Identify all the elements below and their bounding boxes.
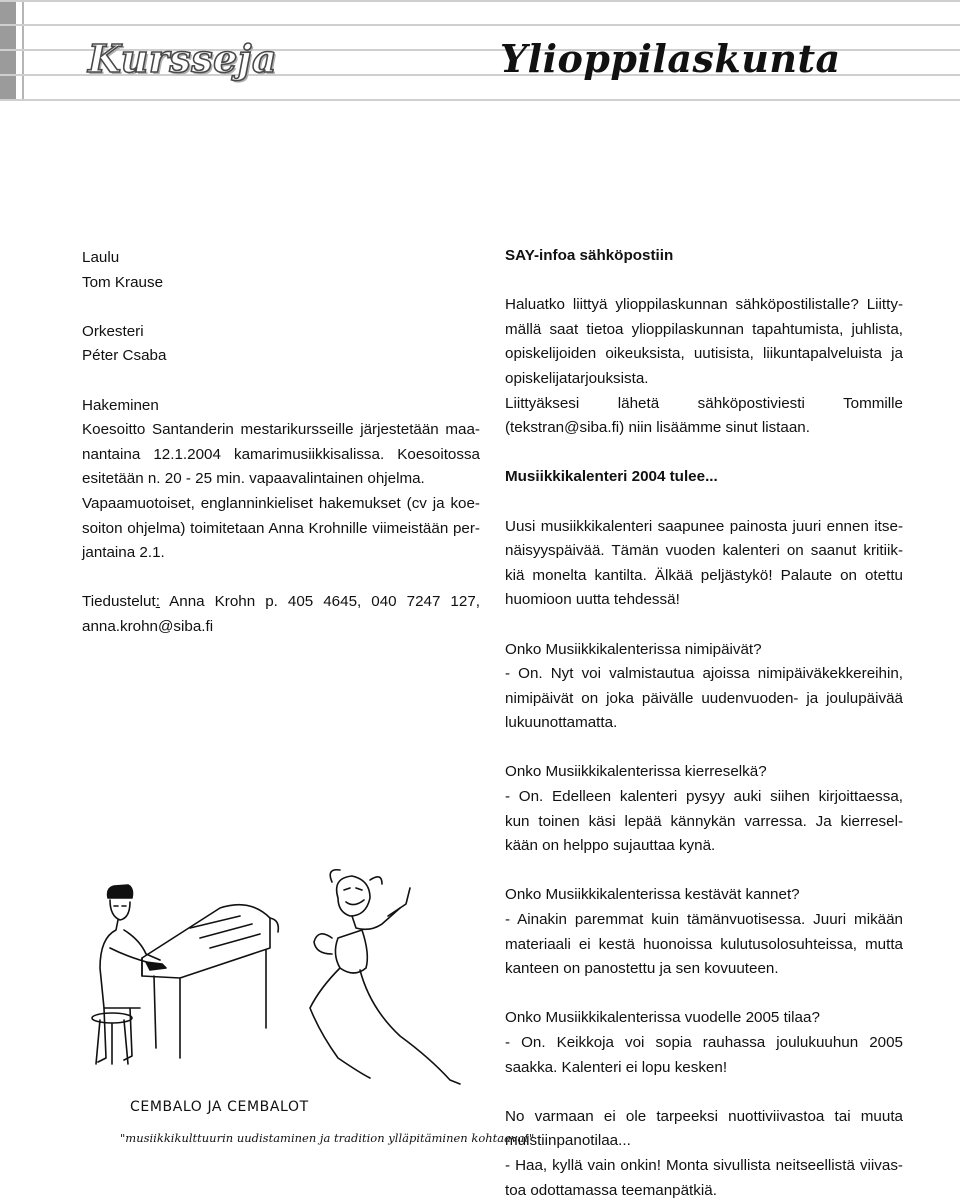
harpsichordist-figure <box>92 885 160 1064</box>
text-line: Haluatko liittyä ylioppilaskunnan sähköpostilistalle? Liitty- <box>505 296 903 314</box>
text-line: lukuunottamatta. <box>505 714 618 732</box>
right-column <box>505 244 903 1203</box>
staff-line <box>0 99 960 101</box>
text-line: materiaali ei kestä huonoissa kulutusolosuhteissa, mutta <box>505 935 903 953</box>
text-line: nantaina 12.1.2004 kamarimusiikkisalissa. Koesoitossa <box>82 445 480 463</box>
text-line: Vapaamuotoiset, englanninkieliset hakemukset (cv ja koe- <box>82 494 480 512</box>
text-line: kään on helppo sujauttaa kynä. <box>505 837 716 855</box>
section-title-kursseja: Kursseja <box>88 36 278 81</box>
text-line: Liittyäksesi lähetä sähköpostiviesti Tommille <box>505 394 903 412</box>
say-heading: SAY-infoa sähköpostiin <box>505 247 674 264</box>
tiedustelut-label: Tiedustelut <box>82 593 156 611</box>
text-line: - Haa, kyllä vain onkin! Monta sivullista neitseellistä viivas- <box>505 1156 903 1174</box>
text-line: kanteen on panostettu ja sen kovuuteen. <box>505 960 779 978</box>
faq-question: Onko Musiikkikalenterissa kierreselkä? <box>505 763 767 781</box>
illustration-caption-quote: "musiikkikulttuurin uudistaminen ja tradition ylläpitäminen kohtaavat" <box>120 1131 535 1145</box>
text-line: opiskelijatarjouksista. <box>505 369 649 387</box>
text-line: Koesoitto Santanderin mestarikursseille järjestetään maa- <box>82 421 480 439</box>
text-line: No varmaan ei ole tarpeeksi nuottiviivastoa tai muuta <box>505 1107 903 1125</box>
text-line: jantaina 2.1. <box>82 544 165 562</box>
text-line: soiton ohjelma) toimitetaan Anna Krohnille viimeistään per- <box>82 519 480 537</box>
text-line: näisyyspäivää. Tämän vuoden kalenteri on saanut kritiik- <box>505 542 903 560</box>
left-column <box>82 246 480 640</box>
text-line: - On. Edelleen kalenteri pysyy auki siihen kirjoittaessa, <box>505 788 903 806</box>
text-line: huomioon uutta tehdessä! <box>505 591 680 609</box>
contact-email: anna.krohn@siba.fi <box>82 617 214 635</box>
staff-line <box>0 24 960 26</box>
section-title-ylioppilaskunta: Ylioppilaskunta <box>500 36 841 81</box>
staff-line <box>0 0 960 2</box>
jumping-musician-figure <box>310 870 460 1084</box>
text-line: toa odottamassa teemanpätkiä. <box>505 1181 717 1199</box>
text-line: - On. Keikkoja voi sopia rauhassa joulukuuhun 2005 <box>505 1034 903 1051</box>
orkesteri-teacher: Péter Csaba <box>82 347 167 365</box>
text-line: esitetään n. 20 - 25 min. vapaavalintainen ohjelma. <box>82 470 425 488</box>
text-line: kun toinen käsi lepää kännykän varressa. Ja kierresel- <box>505 812 903 830</box>
text-line: Uusi musiikkikalenteri saapunee painosta juuri ennen itse- <box>505 517 903 535</box>
text-line: nimipäivät on joka päivälle uudenvuoden- ja joulupäivää <box>505 689 903 707</box>
hakeminen-label: Hakeminen <box>82 396 159 414</box>
text-line: muistiinpanotilaa... <box>505 1132 631 1150</box>
text-line: saakka. Kalenteri ei lopu kesken! <box>505 1058 728 1076</box>
text-line: mällä saat tietoa ylioppilaskunnan tapahtumista, juhlista, <box>505 320 903 338</box>
tiedustelut-contact: Anna Krohn p. 405 4645, 040 7247 127, <box>159 593 480 611</box>
orkesteri-label: Orkesteri <box>82 322 144 340</box>
illustration-caption-title: CEMBALO JA CEMBALOT <box>130 1099 309 1115</box>
cembalo-illustration <box>70 858 490 1098</box>
tiedustelut-colon: : <box>155 593 160 611</box>
text-line: opiskelijoiden oikeuksista, uutisista, liikuntapalveluista ja <box>505 345 903 363</box>
laulu-teacher: Tom Krause <box>82 273 164 291</box>
faq-question: Onko Musiikkikalenterissa nimipäivät? <box>505 640 762 658</box>
faq-question: Onko Musiikkikalenterissa kestävät kannet? <box>505 886 800 904</box>
laulu-label: Laulu <box>82 249 120 266</box>
text-line: (tekstran@siba.fi) niin lisäämme sinut listaan. <box>505 419 810 437</box>
text-line: - On. Nyt voi valmistautua ajoissa nimipäiväkekkereihin, <box>505 665 903 683</box>
tiedustelut-line <box>82 590 480 615</box>
harpsichord-drawing <box>142 905 278 1058</box>
text-line: kiä monelta kantilta. Älkää peljästykö! Palaute on otettu <box>505 566 903 584</box>
text-line: - Ainakin paremmat kuin tämänvuotisessa. Juuri mikään <box>505 911 903 929</box>
faq-question: Onko Musiikkikalenterissa vuodelle 2005 tilaa? <box>505 1009 820 1027</box>
kalenteri-heading: Musiikkikalenteri 2004 tulee... <box>505 468 718 486</box>
